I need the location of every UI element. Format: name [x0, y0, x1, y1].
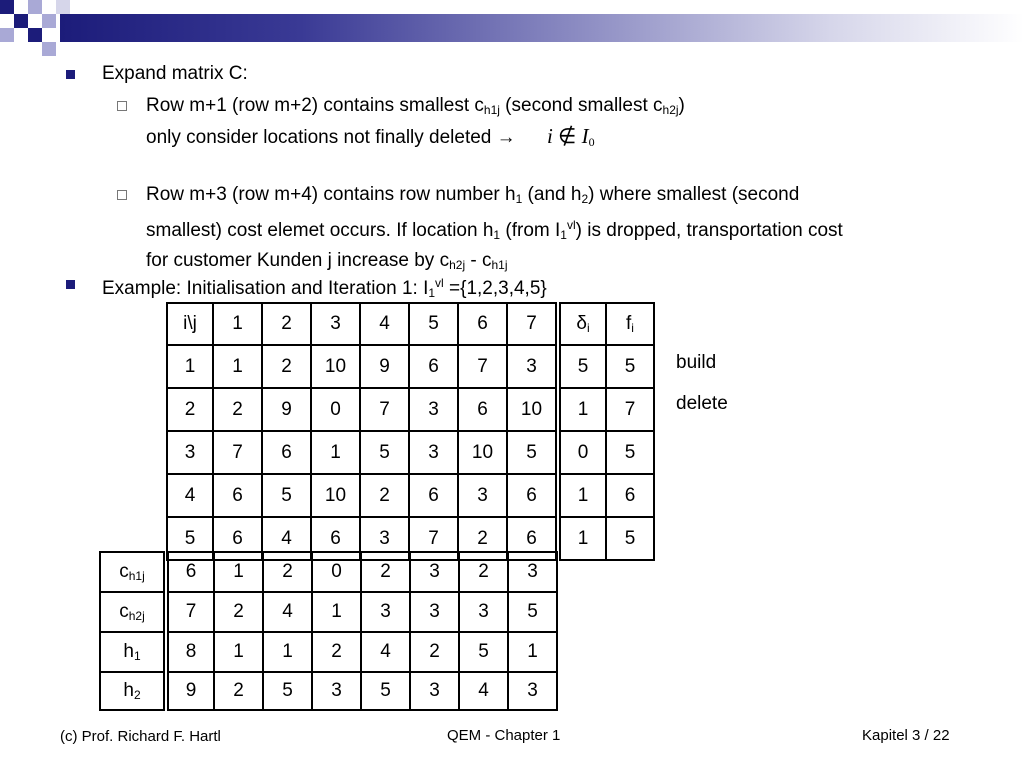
- cost-cell: 10: [311, 474, 360, 517]
- cost-cell: 10: [311, 345, 360, 388]
- build-label: build: [676, 352, 717, 373]
- sub-bullet-row-m3: Row m+3 (row m+4) contains row number $h_1$ (and $h_2$) where smallest (second smallest) cost elemet occurs. If location $h_1$ (from $I_1^{vl}$) is dropped, transportation cost for customer Kunden j increase by $c_{h2j} - c_{h1j}$: [146, 184, 843, 272]
- cost-cell: 2: [458, 517, 507, 560]
- column-header: 2: [262, 303, 311, 345]
- cost-cell: 3: [458, 474, 507, 517]
- cost-cell: 6: [507, 517, 556, 560]
- extension-cell: 2: [410, 632, 459, 672]
- extension-cell: 0: [312, 552, 361, 592]
- cost-cell: 7: [458, 345, 507, 388]
- extension-rows-table: [99, 551, 558, 711]
- sub-bullet-marker: [117, 101, 127, 111]
- extension-cell: 1: [214, 632, 263, 672]
- cost-cell: 5: [507, 431, 556, 474]
- extension-row-index: 7: [168, 592, 214, 632]
- delete-label: delete: [676, 393, 728, 414]
- extension-cell: 3: [410, 592, 459, 632]
- extension-cell: 1: [312, 592, 361, 632]
- column-header: 5: [409, 303, 458, 345]
- extension-row-index: 9: [168, 672, 214, 710]
- cost-cell: 9: [262, 388, 311, 431]
- fixed-cost-cell: 6: [606, 474, 654, 517]
- extension-cell: 3: [508, 672, 557, 710]
- footer-chapter: QEM - Chapter 1: [447, 727, 561, 744]
- cost-matrix-table: [166, 302, 655, 561]
- delta-cell: 1: [560, 474, 606, 517]
- fixed-cost-cell: 7: [606, 388, 654, 431]
- cost-cell: 5: [262, 474, 311, 517]
- extension-cell: 1: [263, 632, 312, 672]
- bullet-marker: [66, 70, 75, 79]
- column-header: 1: [213, 303, 262, 345]
- decor-square: [42, 14, 56, 28]
- cost-cell: 2: [213, 388, 262, 431]
- delta-cell: 1: [560, 517, 606, 560]
- row-index: 3: [167, 431, 213, 474]
- bullet-expand-matrix: [102, 61, 248, 87]
- bullet-text: Expand matrix C:: [102, 63, 248, 84]
- cost-cell: 6: [262, 431, 311, 474]
- extension-cell: 2: [459, 552, 508, 592]
- delta-cell: 1: [560, 388, 606, 431]
- delta-cell: 0: [560, 431, 606, 474]
- f-header: $f_i$: [606, 303, 654, 345]
- cost-cell: 7: [360, 388, 409, 431]
- table-row: [167, 431, 654, 474]
- decor-square: [42, 42, 56, 56]
- footer-page-number: Kapitel 3 / 22: [862, 727, 950, 744]
- cost-cell: 7: [213, 431, 262, 474]
- decor-square: [14, 14, 28, 28]
- extension-cell: 3: [361, 592, 410, 632]
- cost-cell: 3: [360, 517, 409, 560]
- cost-cell: 2: [262, 345, 311, 388]
- cost-cell: 7: [409, 517, 458, 560]
- decor-square: [56, 0, 70, 14]
- cost-cell: 6: [213, 517, 262, 560]
- extension-cell: 3: [312, 672, 361, 710]
- cost-cell: 10: [507, 388, 556, 431]
- extension-cell: 2: [312, 632, 361, 672]
- header-decoration: [0, 0, 1024, 48]
- cost-cell: 1: [213, 345, 262, 388]
- cost-cell: 6: [458, 388, 507, 431]
- extension-cell: 3: [508, 552, 557, 592]
- table-header-row: [167, 303, 654, 345]
- row-index: 1: [167, 345, 213, 388]
- extension-row-index: 8: [168, 632, 214, 672]
- column-header: 7: [507, 303, 556, 345]
- delta-cell: 5: [560, 345, 606, 388]
- header-gradient-bar: [60, 14, 1024, 42]
- extension-cell: 3: [410, 552, 459, 592]
- extension-cell: 2: [214, 592, 263, 632]
- extension-row-index: 6: [168, 552, 214, 592]
- extension-cell: 5: [508, 592, 557, 632]
- extension-cell: 5: [361, 672, 410, 710]
- cost-cell: 3: [409, 388, 458, 431]
- cost-cell: 6: [409, 345, 458, 388]
- row-index: 2: [167, 388, 213, 431]
- cost-cell: 10: [458, 431, 507, 474]
- sub-bullet-marker: [117, 190, 127, 200]
- cost-cell: 6: [507, 474, 556, 517]
- cost-cell: 0: [311, 388, 360, 431]
- fixed-cost-cell: 5: [606, 431, 654, 474]
- extension-cell: 2: [263, 552, 312, 592]
- extension-cell: 2: [361, 552, 410, 592]
- column-header: 3: [311, 303, 360, 345]
- delta-header: $\delta_i$: [560, 303, 606, 345]
- cost-cell: 3: [507, 345, 556, 388]
- extension-row: [100, 592, 557, 632]
- table-row: [167, 388, 654, 431]
- cost-cell: 5: [360, 431, 409, 474]
- decor-square: [0, 0, 14, 14]
- extension-cell: 5: [459, 632, 508, 672]
- extension-cell: 4: [361, 632, 410, 672]
- extension-row-label: $h_1$: [100, 632, 164, 672]
- cost-cell: 1: [311, 431, 360, 474]
- cost-cell: 6: [311, 517, 360, 560]
- cost-cell: 3: [409, 431, 458, 474]
- extension-row: [100, 672, 557, 710]
- extension-row: [100, 632, 557, 672]
- cost-cell: 6: [409, 474, 458, 517]
- sub-bullet-row-m1: Row m+1 (row m+2) contains smallest $c_{h1j}$ (second smallest $c_{h2j}$) only consider locations not finally deleted → i ∉ $I_0$: [146, 95, 685, 149]
- extension-cell: 2: [214, 672, 263, 710]
- column-header: 6: [458, 303, 507, 345]
- bullet-example: Example: Initialisation and Iteration 1: $I_1^{vl} =\{1,2,3,4,5\}$: [102, 276, 547, 300]
- extension-row-label: $c_{h1j}$: [100, 552, 164, 592]
- extension-row-label: $c_{h2j}$: [100, 592, 164, 632]
- decor-square: [28, 0, 42, 14]
- footer-author: (c) Prof. Richard F. Hartl: [60, 728, 221, 745]
- decor-square: [28, 28, 42, 42]
- extension-row-label: $h_2$: [100, 672, 164, 710]
- extension-cell: 3: [459, 592, 508, 632]
- decor-square: [0, 28, 14, 42]
- table-row: [167, 474, 654, 517]
- fixed-cost-cell: 5: [606, 345, 654, 388]
- bullet-marker: [66, 280, 75, 289]
- cost-cell: 6: [213, 474, 262, 517]
- extension-cell: 5: [263, 672, 312, 710]
- table-row: [167, 345, 654, 388]
- extension-cell: 3: [410, 672, 459, 710]
- extension-cell: 4: [263, 592, 312, 632]
- column-header: 4: [360, 303, 409, 345]
- cost-cell: 4: [262, 517, 311, 560]
- extension-cell: 1: [508, 632, 557, 672]
- extension-cell: 4: [459, 672, 508, 710]
- row-index: 4: [167, 474, 213, 517]
- extension-cell: 1: [214, 552, 263, 592]
- fixed-cost-cell: 5: [606, 517, 654, 560]
- cost-cell: 2: [360, 474, 409, 517]
- extension-row: [100, 552, 557, 592]
- row-index: 5: [167, 517, 213, 560]
- cost-cell: 9: [360, 345, 409, 388]
- math-formula: i ∉ $I_0$: [546, 124, 595, 149]
- corner-cell: i\j: [167, 303, 213, 345]
